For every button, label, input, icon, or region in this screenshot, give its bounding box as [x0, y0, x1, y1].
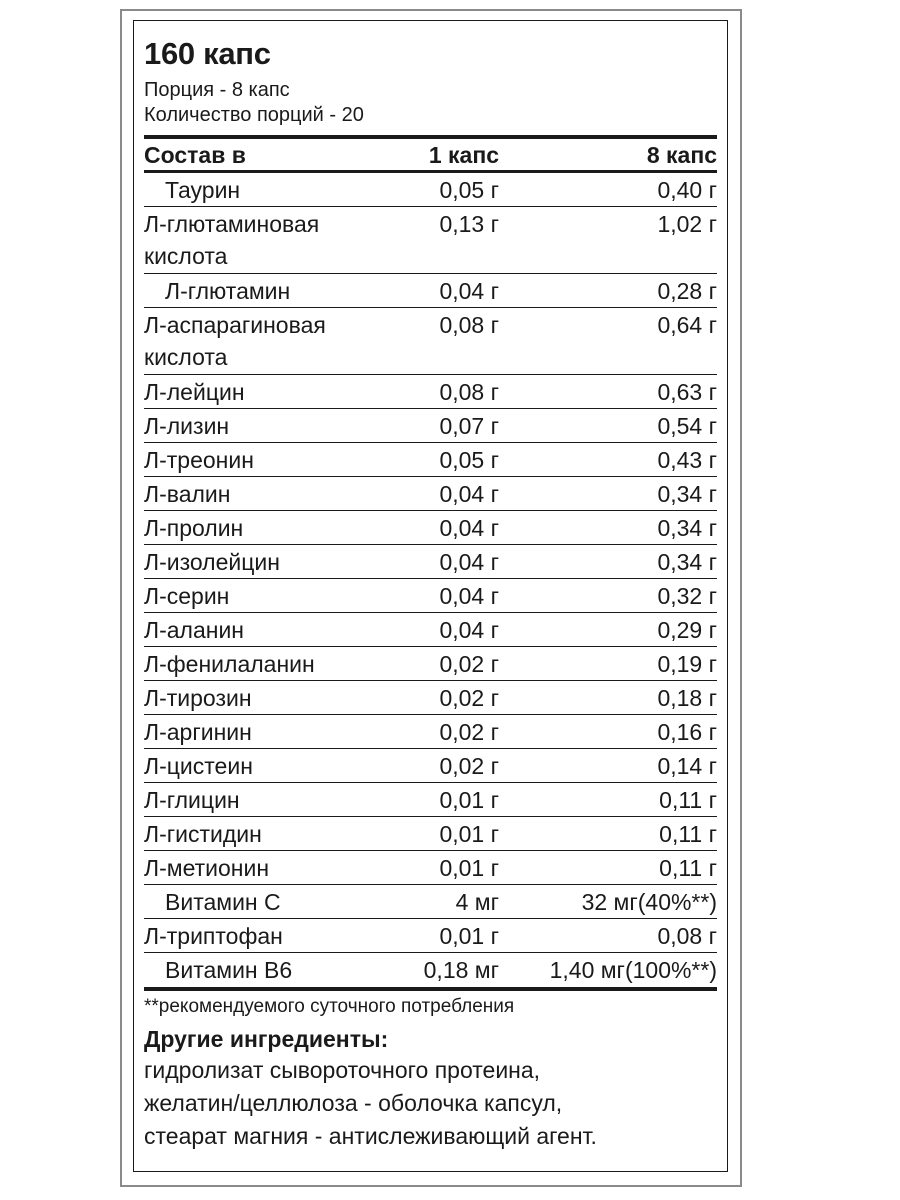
ingredient-name: Л-треонин [144, 447, 254, 473]
table-header [144, 139, 717, 173]
amount-one-capsule: 0,13 г [439, 211, 499, 237]
amount-eight-capsules: 0,63 г [657, 379, 717, 405]
ingredient-name: Л-тирозин [144, 685, 252, 711]
other-ingredients-title: Другие ингредиенты: [144, 1026, 389, 1052]
table-row [144, 477, 717, 511]
amount-one-capsule: 0,02 г [439, 753, 499, 779]
table-row [144, 173, 717, 207]
table-row [144, 783, 717, 817]
ingredient-name: Л-метионин [144, 855, 270, 881]
table-row [144, 613, 717, 647]
table-row [144, 274, 717, 308]
amount-one-capsule: 0,01 г [439, 855, 499, 881]
amount-eight-capsules: 32 мг(40%**) [581, 889, 717, 915]
table-row [144, 375, 717, 409]
amount-one-capsule: 0,08 г [439, 312, 499, 338]
amount-eight-capsules: 1,40 мг(100%**) [549, 957, 717, 983]
table-row [144, 443, 717, 477]
amount-eight-capsules: 0,34 г [657, 549, 717, 575]
ingredient-name: Л-изолейцин [144, 549, 280, 575]
other-ingredients-line: стеарат магния - антислеживающий агент. [144, 1123, 597, 1149]
table-row [144, 681, 717, 715]
table-row [144, 579, 717, 613]
amount-one-capsule: 0,01 г [439, 821, 499, 847]
amount-eight-capsules: 0,11 г [659, 855, 717, 881]
ingredient-name: Л-фенилаланин [144, 651, 315, 677]
amount-one-capsule: 0,18 мг [423, 957, 499, 983]
amount-one-capsule: 0,01 г [439, 787, 499, 813]
ingredient-name: Л-аргинин [144, 719, 252, 745]
ingredient-name: Л-аланин [144, 617, 245, 643]
ingredient-name: Л-глютаминовая кислота [144, 211, 320, 269]
other-ingredients-line: желатин/целлюлоза - оболочка капсул, [144, 1090, 563, 1116]
amount-eight-capsules: 0,19 г [657, 651, 717, 677]
amount-eight-capsules: 0,11 г [659, 821, 717, 847]
ingredient-name: Л-триптофан [144, 923, 283, 949]
ingredient-name: Л-глютамин [165, 278, 291, 304]
thick-divider-bottom [144, 987, 717, 991]
amount-eight-capsules: 0,40 г [657, 177, 717, 203]
amount-one-capsule: 4 мг [455, 889, 499, 915]
package-title: 160 капс [144, 36, 271, 71]
servings-count: Количество порций - 20 [144, 104, 364, 126]
serving-size: Порция - 8 капс [144, 79, 290, 101]
table-row [144, 953, 717, 987]
nutrition-label [133, 20, 728, 1172]
ingredient-name: Л-лейцин [144, 379, 245, 405]
table-row [144, 308, 717, 375]
amount-eight-capsules: 0,34 г [657, 481, 717, 507]
amount-eight-capsules: 0,14 г [657, 753, 717, 779]
ingredient-name: Таурин [165, 177, 241, 203]
amount-one-capsule: 0,07 г [439, 413, 499, 439]
amount-one-capsule: 0,04 г [439, 617, 499, 643]
amount-eight-capsules: 0,29 г [657, 617, 717, 643]
amount-eight-capsules: 1,02 г [657, 211, 717, 237]
table-row [144, 511, 717, 545]
header-one-capsule: 1 капс [428, 142, 499, 168]
amount-one-capsule: 0,08 г [439, 379, 499, 405]
table-row [144, 715, 717, 749]
amount-eight-capsules: 0,18 г [657, 685, 717, 711]
amount-one-capsule: 0,04 г [439, 515, 499, 541]
amount-eight-capsules: 0,28 г [657, 278, 717, 304]
table-row [144, 545, 717, 579]
header-eight-capsules: 8 капс [646, 142, 717, 168]
table-row [144, 817, 717, 851]
amount-one-capsule: 0,02 г [439, 685, 499, 711]
table-row [144, 749, 717, 783]
amount-eight-capsules: 0,43 г [657, 447, 717, 473]
amount-one-capsule: 0,04 г [439, 549, 499, 575]
amount-one-capsule: 0,02 г [439, 651, 499, 677]
ingredient-name: Л-цистеин [144, 753, 253, 779]
ingredient-name: Л-аспарагиновая кислота [144, 312, 326, 370]
ingredient-name: Л-пролин [144, 515, 244, 541]
amount-one-capsule: 0,04 г [439, 278, 499, 304]
amount-eight-capsules: 0,54 г [657, 413, 717, 439]
table-row [144, 409, 717, 443]
amount-eight-capsules: 0,34 г [657, 515, 717, 541]
ingredient-name: Витамин С [165, 889, 281, 915]
daily-value-footnote: **рекомендуемого суточного потребления [144, 996, 515, 1017]
table-row [144, 885, 717, 919]
amount-eight-capsules: 0,64 г [657, 312, 717, 338]
amount-one-capsule: 0,01 г [439, 923, 499, 949]
amount-one-capsule: 0,02 г [439, 719, 499, 745]
amount-eight-capsules: 0,08 г [657, 923, 717, 949]
amount-eight-capsules: 0,11 г [659, 787, 717, 813]
amount-one-capsule: 0,05 г [439, 177, 499, 203]
ingredient-name: Л-валин [144, 481, 231, 507]
amount-one-capsule: 0,05 г [439, 447, 499, 473]
other-ingredients-line: гидролизат сывороточного протеина, [144, 1057, 541, 1083]
table-row [144, 647, 717, 681]
amount-one-capsule: 0,04 г [439, 481, 499, 507]
table-row [144, 851, 717, 885]
ingredient-name: Л-гистидин [144, 821, 262, 847]
table-row [144, 919, 717, 953]
ingredient-name: Л-серин [144, 583, 230, 609]
header-composition: Состав в [144, 142, 246, 168]
amount-one-capsule: 0,04 г [439, 583, 499, 609]
table-row [144, 207, 717, 274]
ingredient-name: Витамин В6 [165, 957, 293, 983]
amount-eight-capsules: 0,16 г [657, 719, 717, 745]
ingredient-name: Л-лизин [144, 413, 230, 439]
amount-eight-capsules: 0,32 г [657, 583, 717, 609]
ingredient-name: Л-глицин [144, 787, 240, 813]
